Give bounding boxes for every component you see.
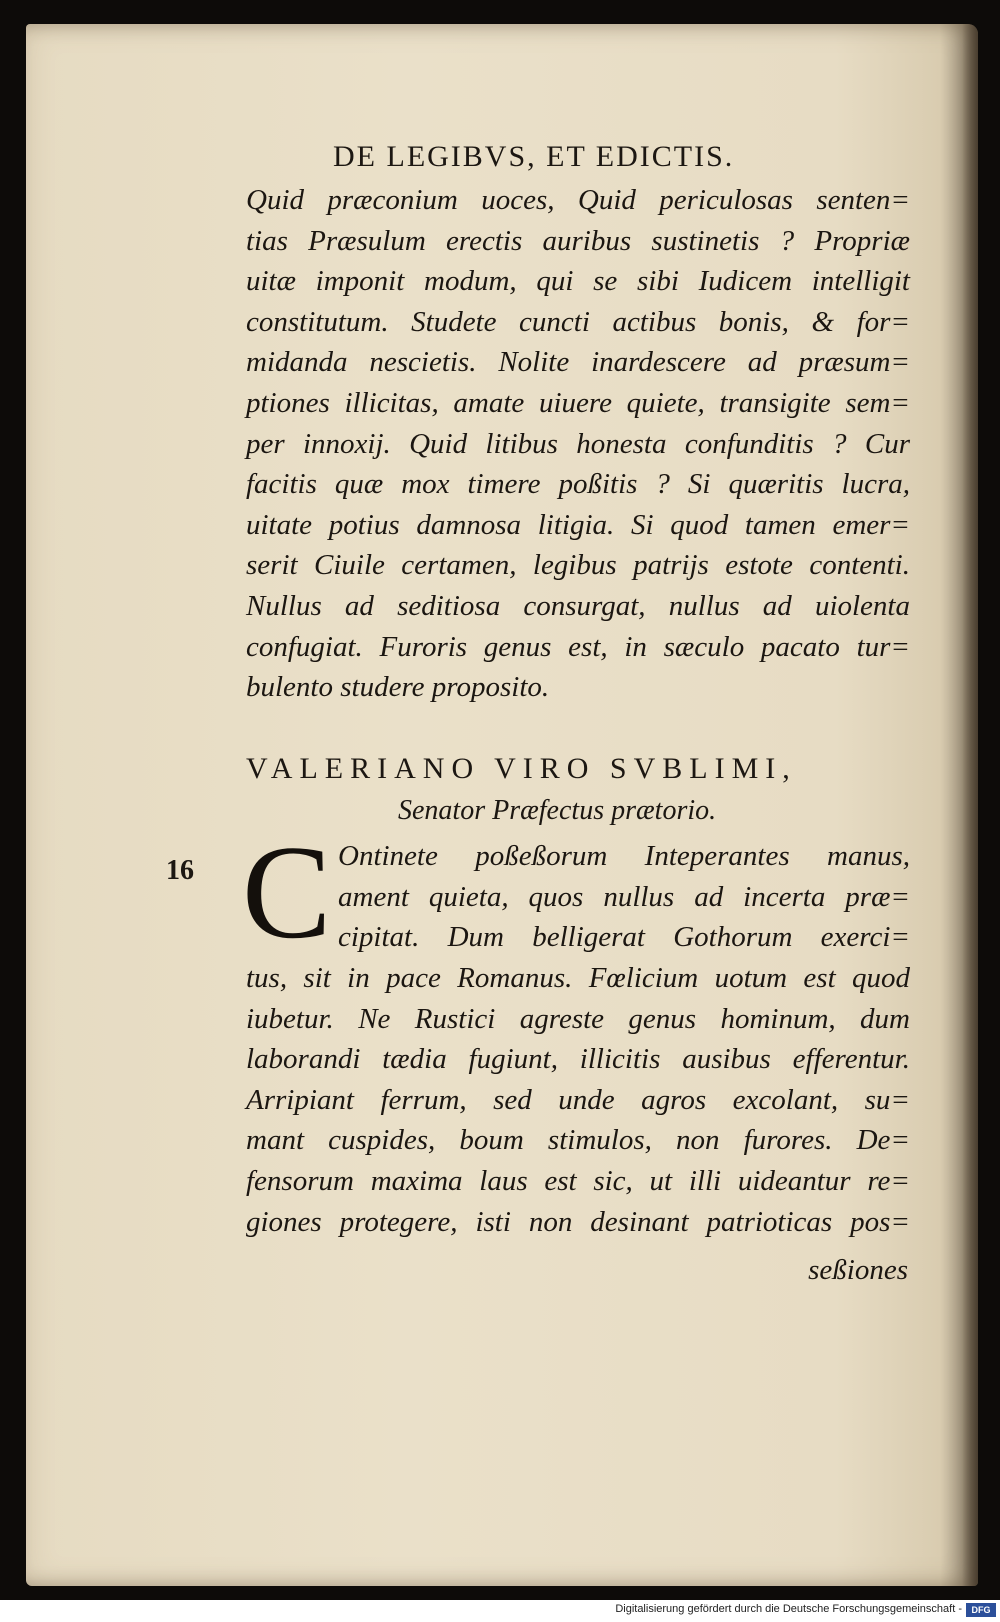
text-line: tias Præsulum erectis auribus sustinetis ? Propriæ xyxy=(246,224,910,257)
text-line: ament quieta, quos nullus ad incerta præ= xyxy=(338,880,910,913)
paragraph-2-opening xyxy=(338,836,910,958)
catchword: seßiones xyxy=(808,1254,908,1286)
section-heading: VALERIANO VIRO SVBLIMI, xyxy=(246,752,797,785)
section-subheading: Senator Præfectus prætorio. xyxy=(398,795,717,826)
text-line: giones protegere, isti non desinant patrioticas pos= xyxy=(246,1205,910,1238)
text-line: bulento studere proposito. xyxy=(246,671,550,704)
text-line: ptiones illicitas, amate uiuere quiete, transigite sem= xyxy=(246,386,910,419)
text-line: constitutum. Studete cuncti actibus bonis, & for= xyxy=(246,305,910,338)
text-line: Nullus ad seditiosa consurgat, nullus ad uiolenta xyxy=(246,589,910,622)
page-edge-shadow xyxy=(962,24,978,1586)
paragraph-2 xyxy=(246,958,910,1242)
text-line: uitæ imponit modum, qui se sibi Iudicem intelligit xyxy=(246,265,910,298)
text-line: laborandi tædia fugiunt, illicitis ausibus efferentur. xyxy=(246,1043,910,1076)
text-line: Quid præconium uoces, Quid periculosas senten= xyxy=(246,184,910,216)
text-line: uitate potius damnosa litigia. Si quod tamen emer= xyxy=(246,508,910,541)
text-line: confugiat. Furoris genus est, in sæculo pacato tur= xyxy=(246,630,910,663)
text-line: facitis quæ mox timere poßitis ? Si quæritis lucra, xyxy=(246,468,910,501)
text-line: fensorum maxima laus est sic, ut illi uideantur re= xyxy=(246,1164,910,1197)
text-line: mant cuspides, boum stimulos, non furores. De= xyxy=(246,1124,910,1157)
drop-cap-initial: C xyxy=(242,818,332,966)
text-line: tus, sit in pace Romanus. Fœlicium uotum est quod xyxy=(246,962,910,994)
dfg-logo-icon: DFG xyxy=(966,1603,996,1617)
text-line: iubetur. Ne Rustici agreste genus hominum, dum xyxy=(246,1002,910,1035)
paragraph-1 xyxy=(246,180,910,708)
text-line: serit Ciuile certamen, legibus patrijs estote contenti. xyxy=(246,549,910,582)
running-head: DE LEGIBVS, ET EDICTIS. xyxy=(333,140,735,173)
margin-number: 16 xyxy=(166,855,194,886)
text-line: Ontinete poßeßorum Inteperantes manus, xyxy=(338,840,910,872)
text-line: cipitat. Dum belligerat Gothorum exerci= xyxy=(338,921,910,954)
text-line: per innoxij. Quid litibus honesta confunditis ? Cur xyxy=(246,427,910,460)
text-line: Arripiant ferrum, sed unde agros excolant, su= xyxy=(246,1083,910,1116)
text-line: midanda nescietis. Nolite inardescere ad præsum= xyxy=(246,346,910,379)
funding-credit: Digitalisierung gefördert durch die Deutsche Forschungsgemeinschaft - xyxy=(615,1603,962,1615)
